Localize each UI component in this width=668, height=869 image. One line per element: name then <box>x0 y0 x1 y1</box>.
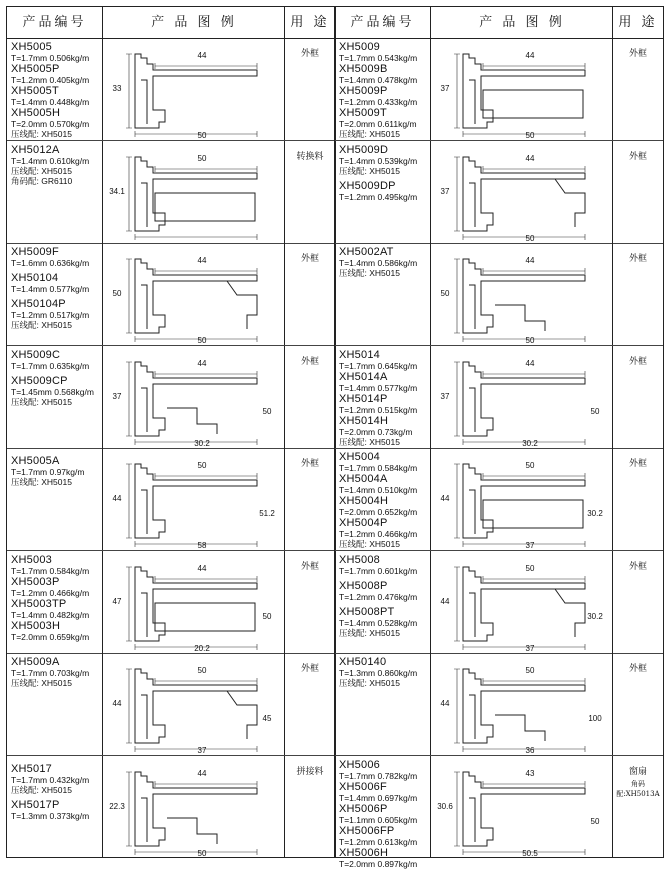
product-code: XH5004H <box>339 495 389 507</box>
usage-label <box>613 46 663 59</box>
product-spec: T=1.4mm 0.610kg/m <box>11 155 90 166</box>
product-code: XH5005T <box>11 85 59 97</box>
product-code: XH5005A <box>11 455 60 467</box>
product-code: XH5009T <box>339 107 387 119</box>
dimension-lines <box>454 157 585 240</box>
product-code: XH5014P <box>339 392 388 405</box>
product-code: XH5009DP <box>339 179 396 192</box>
profile-figure <box>435 450 607 550</box>
profile-drawing <box>135 464 257 538</box>
product-row <box>335 756 663 869</box>
profile-drawing <box>463 567 585 641</box>
dimension-lines <box>126 669 257 752</box>
dimension-label: 50 <box>525 233 535 243</box>
product-note: 压线配: XH5015 <box>339 268 400 278</box>
dimension-lines <box>126 157 257 240</box>
header-code: 产品编号 <box>350 15 415 30</box>
usage-text: 外框 <box>628 356 647 367</box>
dimension-lines <box>454 259 585 342</box>
profile-drawing <box>135 669 257 743</box>
header-figure: 产 品 图 例 <box>102 7 285 38</box>
product-row <box>7 38 335 141</box>
product-spec: T=1.4mm 0.577kg/m <box>339 382 418 393</box>
product-code: XH5006 <box>339 758 380 771</box>
product-code: XH50140 <box>339 656 387 668</box>
product-spec: T=1.2mm 0.405kg/m <box>11 75 90 85</box>
product-spec: T=1.7mm 0.584kg/m <box>339 463 418 473</box>
product-code: XH5012A <box>11 143 60 156</box>
dimension-label: 30.6 <box>437 801 453 811</box>
product-codes <box>339 656 431 688</box>
dimension-label: 51.2 <box>259 509 275 518</box>
dimension-label: 50 <box>440 289 450 298</box>
product-spec: T=1.7mm 0.543kg/m <box>339 53 418 63</box>
profile-drawing <box>463 362 585 436</box>
product-row <box>335 346 663 449</box>
dimension-label: 50 <box>197 461 207 470</box>
product-spec: T=1.4mm 0.448kg/m <box>11 97 90 107</box>
profile-figure <box>435 143 607 243</box>
dimension-label: 34.1 <box>109 186 125 196</box>
profile-drawing <box>463 157 585 231</box>
product-row <box>335 653 663 756</box>
product-spec: T=2.0mm 0.611kg/m <box>339 119 417 129</box>
profile-drawing <box>463 54 585 128</box>
product-note: 压线配: XH5015 <box>339 678 400 688</box>
dimension-label: 44 <box>112 699 122 708</box>
usage-text: 外框 <box>300 49 319 59</box>
product-code: XH50104 <box>11 272 59 284</box>
profile-figure <box>435 348 607 448</box>
dimension-label: 37 <box>112 391 122 401</box>
dimension-label: 50 <box>197 336 207 345</box>
product-code: XH5006P <box>339 802 388 815</box>
dimension-label: 44 <box>440 494 450 503</box>
product-note: 压线配: XH5015 <box>11 320 72 330</box>
dimension-label: 33 <box>112 84 122 93</box>
product-code: XH5005H <box>11 107 61 119</box>
profile-drawing <box>135 772 257 846</box>
product-codes <box>339 554 431 638</box>
product-spec: T=1.7mm 0.584kg/m <box>11 565 90 576</box>
profile-figure <box>107 450 279 550</box>
profile-figure <box>107 143 279 243</box>
dimension-lines <box>454 669 585 752</box>
left-table <box>6 6 336 858</box>
dimension-label: 22.3 <box>109 801 125 811</box>
profile-figure <box>435 655 607 755</box>
usage-label <box>285 661 335 674</box>
dimension-label: 50 <box>590 816 600 826</box>
header-code: 产品编号 <box>22 15 87 30</box>
profile-figure <box>107 655 279 755</box>
product-row <box>7 346 335 449</box>
product-row <box>335 243 663 346</box>
profile-figure <box>107 758 279 858</box>
product-code: XH5004 <box>339 451 380 463</box>
product-row <box>335 141 663 244</box>
profile-drawing <box>135 567 257 641</box>
dimension-label: 37 <box>440 391 450 401</box>
product-spec: T=1.4mm 0.586kg/m <box>339 258 418 268</box>
product-codes <box>339 41 431 139</box>
product-spec: T=1.7mm 0.97kg/m <box>11 467 85 477</box>
product-note: 压线配: XH5015 <box>339 436 400 447</box>
usage-text: 外框 <box>300 356 319 367</box>
product-spec: T=1.7mm 0.601kg/m <box>339 565 418 576</box>
product-row <box>7 653 335 756</box>
product-code: XH5006F <box>339 780 387 793</box>
product-note: 压线配: XH5015 <box>11 784 72 795</box>
usage-label <box>613 559 663 572</box>
usage-text: 拼接料 <box>296 766 324 777</box>
dimension-label: 44 <box>440 699 450 708</box>
product-codes <box>11 451 103 487</box>
product-code: XH5003P <box>11 575 60 588</box>
product-note: 压线配: XH5015 <box>11 396 72 407</box>
usage-label <box>285 149 335 162</box>
dimension-label: 36 <box>525 746 535 755</box>
product-row <box>7 448 335 551</box>
profile-figure <box>107 40 279 140</box>
profile-figure <box>435 553 607 653</box>
product-spec: T=1.4mm 0.510kg/m <box>339 485 418 495</box>
product-code: XH50104P <box>11 298 66 310</box>
product-spec: T=2.0mm 0.659kg/m <box>11 631 90 642</box>
dimension-label: 50 <box>197 131 207 140</box>
header-figure: 产 品 图 例 <box>430 7 613 38</box>
dimension-label: 44 <box>197 256 207 265</box>
product-spec: T=1.7mm 0.645kg/m <box>339 360 418 371</box>
usage-label <box>285 354 335 367</box>
product-spec: T=2.0mm 0.73kg/m <box>339 426 413 437</box>
product-row <box>335 38 663 141</box>
product-code: XH5009P <box>339 85 388 97</box>
usage-text: 外框 <box>300 459 319 469</box>
product-spec: T=1.45mm 0.568kg/m <box>11 386 94 397</box>
product-row <box>7 141 335 244</box>
dimension-label: 45 <box>262 714 272 723</box>
product-spec: T=1.4mm 0.697kg/m <box>339 792 418 803</box>
product-codes <box>11 144 103 186</box>
product-code: XH5009D <box>339 143 389 156</box>
product-code: XH5003TP <box>11 597 67 610</box>
product-spec: T=2.0mm 0.897kg/m <box>339 858 418 869</box>
table-header <box>335 7 663 39</box>
dimension-label: 50 <box>525 336 535 345</box>
right-table <box>334 6 664 869</box>
product-row <box>7 756 335 858</box>
dimension-lines <box>454 772 585 855</box>
dimension-label: 30.2 <box>194 438 210 448</box>
dimension-lines <box>454 464 585 547</box>
usage-text: 外框 <box>300 254 319 264</box>
product-code: XH5005 <box>11 41 52 53</box>
product-code: XH5004A <box>339 473 388 485</box>
usage-text: 外框 <box>628 664 647 674</box>
product-spec: T=2.0mm 0.652kg/m <box>339 507 418 517</box>
profile-drawing <box>463 772 585 846</box>
dimension-lines <box>126 362 257 445</box>
usage-text: 外框 <box>628 459 647 469</box>
product-code: XH5009B <box>339 63 388 75</box>
dimension-label: 37 <box>525 541 535 550</box>
product-spec: T=1.4mm 0.482kg/m <box>11 609 90 620</box>
usage-text: 外框 <box>300 664 319 674</box>
product-spec: T=2.0mm 0.570kg/m <box>11 119 90 129</box>
usage-text: 外框 <box>300 561 319 572</box>
product-codes <box>339 144 431 202</box>
usage-text: 外框 <box>628 254 647 264</box>
usage-label <box>613 456 663 469</box>
product-codes <box>11 656 103 688</box>
dimension-label: 100 <box>588 714 602 723</box>
dimension-lines <box>126 567 257 650</box>
product-spec: T=1.2mm 0.613kg/m <box>339 836 418 847</box>
dimension-label: 50 <box>112 289 122 298</box>
product-code: XH5017 <box>11 762 52 775</box>
product-codes <box>11 246 103 330</box>
product-code: XH5003H <box>11 619 61 632</box>
dimension-label: 30.2 <box>522 438 538 448</box>
product-spec: T=1.2mm 0.466kg/m <box>11 587 90 598</box>
usage-label <box>613 149 663 162</box>
product-spec: T=1.7mm 0.635kg/m <box>11 360 90 371</box>
dimension-label: 50 <box>197 153 207 163</box>
dimension-label: 47 <box>112 596 122 606</box>
product-row <box>335 551 663 654</box>
product-codes <box>11 41 103 139</box>
usage-text: 外框 <box>628 49 647 59</box>
profile-drawing <box>463 669 585 743</box>
dimension-label: 50 <box>262 611 272 621</box>
usage-label <box>285 559 335 572</box>
usage-text: 窗扇 <box>628 766 647 777</box>
product-spec: T=1.7mm 0.432kg/m <box>11 774 90 785</box>
dimension-label: 43 <box>525 768 535 778</box>
dimension-label: 44 <box>525 256 535 265</box>
dimension-label: 37 <box>197 746 207 755</box>
product-spec: T=1.2mm 0.476kg/m <box>339 591 418 602</box>
product-codes <box>339 246 431 278</box>
dimension-label: 50 <box>590 406 600 416</box>
product-code: XH5009C <box>11 348 61 361</box>
product-code: XH5009F <box>11 246 59 258</box>
dimension-label: 50 <box>525 131 535 140</box>
dimension-lines <box>454 567 585 650</box>
usage-label <box>285 251 335 264</box>
dimension-lines <box>126 259 257 342</box>
product-note: 压线配: XH5015 <box>339 627 400 638</box>
profile-drawing <box>135 259 257 333</box>
usage-subtext: 角码配:XH5013A <box>616 779 660 798</box>
usage-label <box>613 251 663 264</box>
profile-figure <box>435 758 607 858</box>
product-note: 角码配: GR6110 <box>11 175 73 186</box>
profile-drawing <box>135 362 257 436</box>
dimension-label: 20.2 <box>194 643 210 653</box>
dimension-label: 44 <box>525 358 535 368</box>
usage-text: 外框 <box>628 151 647 162</box>
usage-label <box>613 354 663 367</box>
dimension-label: 50 <box>262 406 272 416</box>
dimension-label: 30.2 <box>587 509 603 518</box>
product-code: XH5008P <box>339 579 388 592</box>
product-codes <box>339 349 431 447</box>
product-spec: T=1.1mm 0.605kg/m <box>339 814 418 825</box>
usage-label <box>285 456 335 469</box>
dimension-label: 37 <box>440 186 450 196</box>
dimension-label: 50 <box>197 848 207 858</box>
profile-drawing <box>463 259 585 333</box>
usage-label <box>613 661 663 674</box>
product-codes <box>11 349 103 407</box>
header-use: 用 途 <box>284 7 335 38</box>
product-code: XH5008 <box>339 553 380 566</box>
product-spec: T=1.4mm 0.539kg/m <box>339 155 418 166</box>
product-note: 压线配: XH5015 <box>339 165 400 176</box>
dimension-label: 44 <box>112 494 122 503</box>
product-spec: T=1.2mm 0.515kg/m <box>339 404 418 415</box>
product-row <box>7 551 335 654</box>
dimension-label: 50 <box>525 563 535 573</box>
dimension-label: 37 <box>440 84 450 93</box>
product-code: XH5003 <box>11 553 52 566</box>
product-code: XH5017P <box>11 798 60 811</box>
product-spec: T=1.2mm 0.517kg/m <box>11 310 90 320</box>
dimension-lines <box>454 362 585 445</box>
product-code: XH5006FP <box>339 824 395 837</box>
product-code: XH5009CP <box>11 374 68 387</box>
product-note: 压线配: XH5015 <box>339 539 400 549</box>
product-spec: T=1.2mm 0.466kg/m <box>339 529 418 539</box>
dimension-label: 44 <box>440 596 450 606</box>
dimension-label: 50 <box>525 461 535 470</box>
product-code: XH5006H <box>339 846 389 859</box>
product-spec: T=1.7mm 0.506kg/m <box>11 53 90 63</box>
dimension-label: 50 <box>197 666 207 675</box>
dimension-label: 50.5 <box>522 848 538 858</box>
usage-text: 外框 <box>628 561 647 572</box>
product-code: XH5008PT <box>339 605 395 618</box>
profile-figure <box>107 348 279 448</box>
dimension-label: 44 <box>525 153 535 163</box>
profile-figure <box>435 245 607 345</box>
usage-label <box>285 46 335 59</box>
product-spec: T=1.7mm 0.782kg/m <box>339 770 418 781</box>
product-spec: T=1.4mm 0.577kg/m <box>11 284 90 294</box>
product-codes <box>11 759 103 821</box>
table-header <box>7 7 335 39</box>
usage-label <box>285 764 335 777</box>
product-spec: T=1.6mm 0.636kg/m <box>11 258 90 268</box>
dimension-label: 58 <box>197 541 207 550</box>
profile-drawing <box>135 54 257 128</box>
profile-drawing <box>135 157 257 231</box>
product-codes <box>339 451 431 549</box>
dimension-lines <box>126 54 257 137</box>
product-spec: T=1.3mm 0.373kg/m <box>11 810 90 821</box>
product-note: 压线配: XH5015 <box>11 165 72 176</box>
dimension-lines <box>126 772 257 855</box>
profile-drawing <box>463 464 585 538</box>
product-spec: T=1.4mm 0.478kg/m <box>339 75 418 85</box>
product-code: XH5004P <box>339 517 388 529</box>
dimension-lines <box>126 464 257 547</box>
dimension-label: 44 <box>197 768 207 778</box>
product-code: XH5005P <box>11 63 60 75</box>
product-spec: T=1.3mm 0.860kg/m <box>339 668 418 678</box>
product-row <box>7 243 335 346</box>
product-spec: T=1.2mm 0.495kg/m <box>339 191 418 202</box>
product-note: 压线配: XH5015 <box>11 129 72 139</box>
product-row <box>335 448 663 551</box>
product-spec: T=1.7mm 0.703kg/m <box>11 668 90 678</box>
product-spec: T=1.2mm 0.433kg/m <box>339 97 418 107</box>
dimension-label: 30.2 <box>587 611 603 621</box>
product-code: XH5014A <box>339 370 388 383</box>
dimension-label: 44 <box>197 51 207 60</box>
product-note: 压线配: XH5015 <box>11 678 72 688</box>
product-code: XH5002AT <box>339 246 394 258</box>
usage-label <box>613 764 663 799</box>
dimension-label: 37 <box>525 643 535 653</box>
product-spec: T=1.4mm 0.528kg/m <box>339 617 418 628</box>
product-codes <box>11 554 103 642</box>
dimension-label: 50 <box>525 666 535 675</box>
profile-figure <box>107 245 279 345</box>
product-code: XH5014 <box>339 348 380 361</box>
product-code: XH5009 <box>339 41 380 53</box>
product-note: 压线配: XH5015 <box>339 129 400 139</box>
profile-figure <box>435 40 607 140</box>
product-code: XH5014H <box>339 414 389 427</box>
profile-figure <box>107 553 279 653</box>
header-use: 用 途 <box>612 7 663 38</box>
product-codes <box>339 759 431 869</box>
dimension-label: 44 <box>197 358 207 368</box>
product-code: XH5009A <box>11 656 60 668</box>
dimension-label: 44 <box>525 51 535 60</box>
product-note: 压线配: XH5015 <box>11 477 72 487</box>
dimension-label: 44 <box>197 563 207 573</box>
dimension-lines <box>454 54 585 137</box>
usage-text: 转换料 <box>296 151 324 162</box>
